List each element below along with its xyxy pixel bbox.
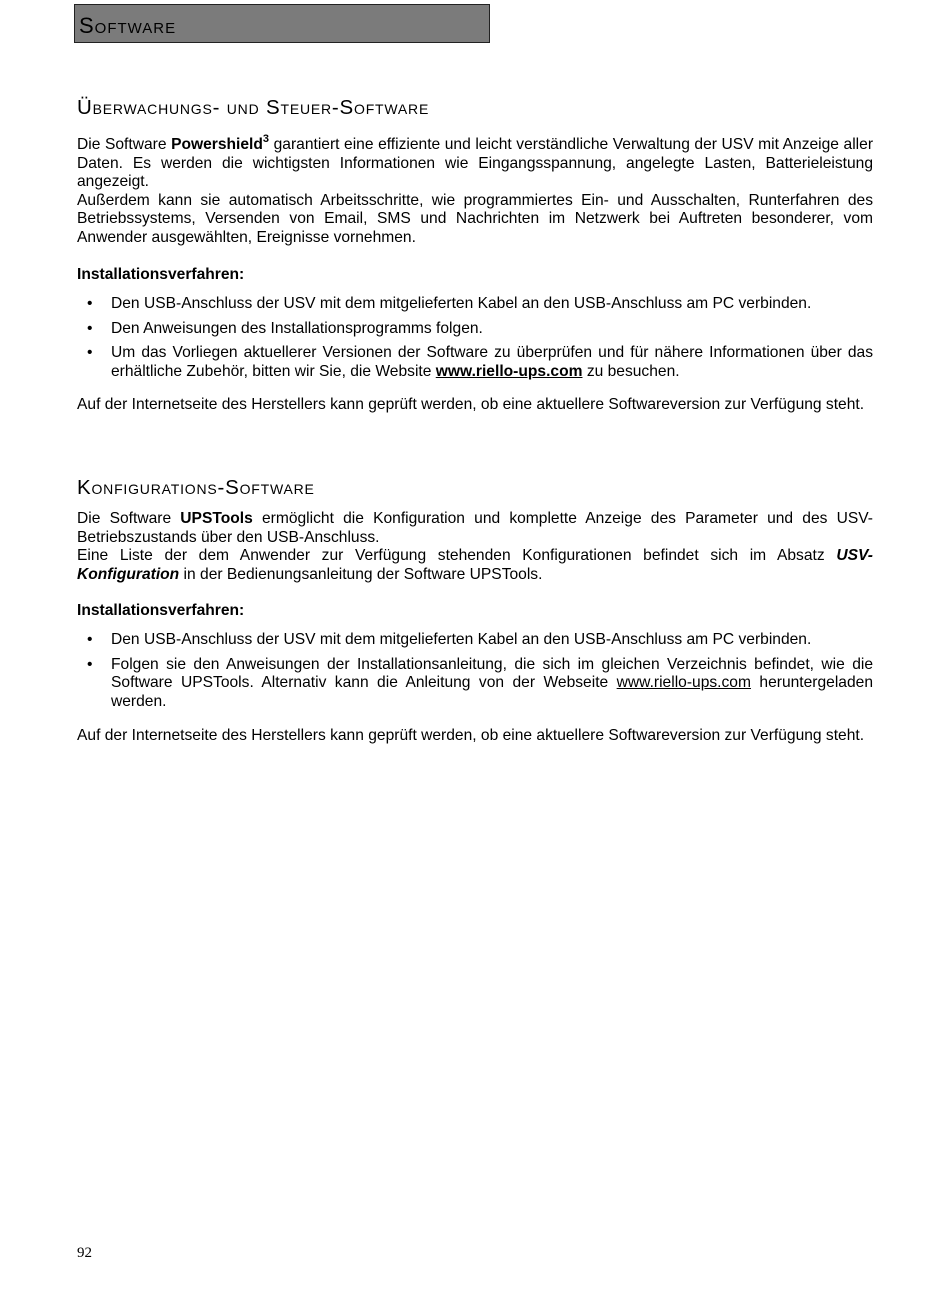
- website-link[interactable]: www.riello-ups.com: [616, 674, 751, 692]
- product-name: Powershield: [171, 136, 263, 153]
- closing-2: [77, 727, 873, 746]
- text: Die Software: [77, 136, 172, 153]
- list-item: [77, 344, 873, 381]
- banner-title: Software: [79, 13, 177, 38]
- monitoring-intro: [77, 132, 874, 248]
- text: Den USB-Anschluss der USV mit dem mitgelieferten Kabel an den USB-Anschluss am PC verbinden.: [111, 295, 812, 312]
- install-heading: Installationsverfahren:: [77, 602, 245, 619]
- paragraph: Auf der Internetseite des Herstellers kann geprüft werden, ob eine aktuellere Softwareversion zur Verfügung steht.: [77, 396, 865, 413]
- install-heading-2: [77, 602, 873, 621]
- text: Die Software: [77, 510, 181, 527]
- bullet: •: [87, 344, 93, 362]
- page-number: 92: [77, 1245, 92, 1261]
- paragraph: Auf der Internetseite des Herstellers kann geprüft werden, ob eine aktuellere Softwareversion zur Verfügung steht.: [77, 727, 865, 744]
- text: in der Bedienungsanleitung der Software UPSTools.: [179, 565, 543, 583]
- install-list-1: [77, 295, 873, 381]
- section-banner: [74, 4, 490, 43]
- install-heading-1: [77, 266, 873, 285]
- bullet: •: [87, 295, 93, 312]
- section-heading: Konfigurations-Software: [77, 476, 315, 499]
- text: Eine Liste der dem Anwender zur Verfügung stehenden Konfigurationen befindet sich im Absatz: [77, 547, 837, 565]
- configuration-software-section: [77, 476, 873, 500]
- paragraph: [77, 132, 874, 192]
- product-name: UPSTools: [180, 510, 253, 527]
- text: Den USB-Anschluss der USV mit dem mitgelieferten Kabel an den USB-Anschluss am PC verbinden.: [111, 631, 812, 648]
- section-heading: Überwachungs- und Steuer-Software: [77, 96, 430, 119]
- bullet: •: [87, 655, 93, 673]
- website-link[interactable]: www.riello-ups.com: [435, 362, 583, 380]
- text: garantiert eine effiziente und leicht verständliche Verwaltung der USV mit Anzeige aller Daten. Es werden die wichtigsten Informationen wie Eingangsspannung, angelegte Lasten, Batterieleistung angezeigt.: [77, 136, 874, 191]
- configuration-intro: [77, 510, 873, 584]
- text: heruntergeladen werden.: [111, 674, 873, 710]
- text: ermöglicht die Konfiguration und komplette Anzeige des Parameter und des USV-Betriebszustands über den USB-Anschluss.: [77, 510, 873, 546]
- section-reference: USV-Konfiguration: [77, 547, 873, 583]
- install-heading: Installationsverfahren:: [77, 266, 245, 283]
- list-item: [77, 320, 873, 339]
- list-item: [77, 656, 873, 712]
- paragraph: [77, 510, 873, 547]
- superscript: 3: [262, 132, 270, 145]
- paragraph: Außerdem kann sie automatisch Arbeitsschritte, wie programmiertes Ein- und Ausschalten, Runterfahren des Betriebssystems, Versenden von Email, SMS und Nachrichten im Netzwerk bei Auftreten besonderer, vom Anwender ausgewählten, Ereignisse vornehmen.: [77, 191, 873, 246]
- text: Den Anweisungen des Installationsprogramms folgen.: [111, 319, 483, 337]
- list-item: [77, 631, 873, 650]
- text: zu besuchen.: [582, 362, 680, 380]
- bullet: •: [87, 319, 93, 337]
- install-list-2: [77, 631, 873, 711]
- list-item: [77, 295, 873, 314]
- monitoring-software-section: [77, 96, 873, 120]
- bullet: •: [87, 631, 93, 648]
- paragraph: [77, 547, 873, 584]
- closing-1: [77, 396, 873, 415]
- text: Folgen sie den Anweisungen der Installationsanleitung, die sich im gleichen Verzeichnis befindet, wie die Software UPSTools. Alternativ kann die Anleitung von der Webseite: [111, 655, 873, 692]
- text: Um das Vorliegen aktuellerer Versionen der Software zu überprüfen und für nähere Informationen über das erhältliche Zubehör, bitten wir Sie, die Website: [111, 344, 873, 380]
